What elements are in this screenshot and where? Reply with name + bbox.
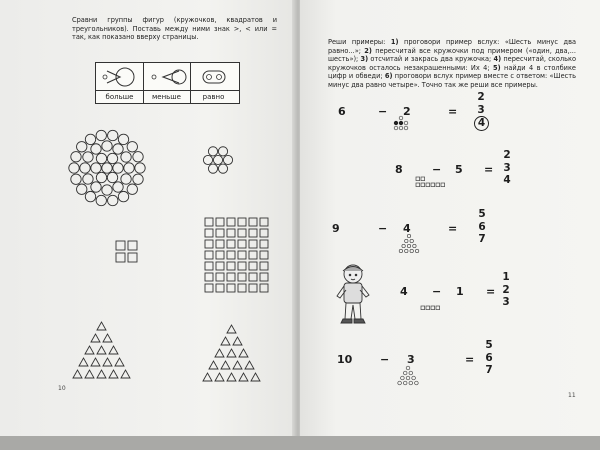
table-edge (0, 436, 600, 450)
square-shape (116, 241, 125, 250)
circle-shape (91, 163, 101, 173)
minus-sign: − (378, 105, 388, 118)
instruction-text: пересчитай все кружочки под примером («один, два,... шесть»); (328, 46, 576, 64)
square-shape (128, 253, 137, 262)
counting-square (431, 306, 435, 310)
square-shape (260, 229, 268, 237)
square-shape (205, 262, 213, 270)
counting-circle (399, 126, 403, 130)
square-shape (249, 218, 257, 226)
square-shape (227, 284, 235, 292)
triangle-shape (221, 337, 230, 345)
triangle-shape (85, 346, 94, 354)
instruction-text: Реши примеры: (328, 38, 391, 46)
square-shape (227, 240, 235, 248)
triangle-shape (91, 334, 100, 342)
circle-shape (107, 172, 117, 182)
counting-circle (415, 249, 418, 252)
circled-answer[interactable]: 4 (474, 116, 489, 131)
square-shape (227, 229, 235, 237)
circle-shape (223, 155, 232, 164)
counting-circle (407, 244, 410, 247)
minus-sign: − (432, 285, 442, 298)
square-shape (238, 262, 246, 270)
circle-shape (113, 163, 123, 173)
circle-shape (133, 152, 143, 162)
example-subtrahend: 4 (403, 222, 411, 235)
square-shape (238, 218, 246, 226)
counting-circle (406, 376, 410, 380)
counting-square (416, 177, 420, 181)
square-shape (205, 284, 213, 292)
triangle-shape (103, 358, 112, 366)
triangle-shape (115, 358, 124, 366)
triangle-shape (215, 349, 224, 357)
answer-option[interactable]: 6 (478, 220, 486, 233)
step-number: 2) (364, 46, 372, 55)
circle-shape (108, 130, 118, 140)
circle-shape (108, 195, 118, 205)
circle-shape (102, 141, 112, 151)
counting-circle (403, 381, 407, 385)
circle-shape (102, 163, 112, 173)
counting-circle (405, 249, 408, 252)
square-shape (205, 251, 213, 259)
square-shape (260, 284, 268, 292)
counting-circle (398, 381, 402, 385)
square-shape (216, 284, 224, 292)
circle-shape (208, 164, 217, 173)
square-shape (249, 251, 257, 259)
answer-option[interactable]: 5 (478, 208, 486, 220)
instruction-text: пересчитай, сколько кружочков осталось незакрашенными: Их 4; (328, 55, 576, 72)
square-shape (227, 262, 235, 270)
square-shape (260, 218, 268, 226)
counting-circle (405, 239, 408, 242)
answer-option[interactable]: 4 (503, 174, 511, 186)
square-shape (260, 273, 268, 281)
circle-shape (113, 144, 123, 154)
circle-shape (127, 184, 137, 194)
square-shape (238, 251, 246, 259)
circle-shape (71, 152, 81, 162)
instruction-text: найди 4 в столбике цифр и обведи; (328, 63, 576, 81)
circle-shape (85, 134, 95, 144)
circle-shape (124, 163, 134, 173)
counting-circle (399, 249, 402, 252)
square-shape (216, 262, 224, 270)
left-instruction: Сравни группы фигур (кружочков, квадратов и треугольников). Поставь между ними знак >, < или = так, как показано вверху страницы. (72, 16, 277, 42)
square-shape (216, 273, 224, 281)
example-minuend: 9 (332, 222, 340, 235)
circle-shape (91, 144, 101, 154)
triangle-shape (121, 370, 130, 378)
square-shape (249, 273, 257, 281)
triangle-shape (97, 322, 106, 330)
example-subtrahend: 1 (456, 285, 464, 298)
circle-shape (77, 142, 87, 152)
square-shape (249, 262, 257, 270)
counting-circle (412, 376, 416, 380)
square-shape (260, 240, 268, 248)
answer-column[interactable] (500, 149, 514, 187)
counting-square (436, 306, 440, 310)
circle-shape (83, 152, 93, 162)
circle-shape (127, 142, 137, 152)
square-shape (128, 241, 137, 250)
triangle-shape (91, 358, 100, 366)
triangle-shape (209, 361, 218, 369)
example-minuend: 4 (400, 285, 408, 298)
square-shape (216, 240, 224, 248)
circle-shape (121, 152, 131, 162)
counting-square (421, 183, 425, 187)
counting-circle (410, 239, 413, 242)
triangle-shape (227, 349, 236, 357)
triangle-shape (97, 370, 106, 378)
counting-square (441, 183, 445, 187)
answer-option[interactable]: 7 (478, 233, 486, 245)
square-shape (238, 284, 246, 292)
right-page-number: 11 (568, 392, 576, 399)
instruction-text: проговори вслух пример вместе с ответом: «Шесть минус два равно четыре». Точно так же реши все примеры. (328, 72, 576, 89)
square-shape (260, 262, 268, 270)
square-shape (238, 229, 246, 237)
minus-sign: − (432, 163, 442, 176)
example-subtrahend: 3 (407, 353, 415, 366)
circle-shape (203, 155, 212, 164)
square-shape (205, 229, 213, 237)
answer-option[interactable]: 3 (477, 103, 485, 116)
triangle-shape (97, 346, 106, 354)
left-page-number: 10 (58, 385, 66, 392)
triangle-shape (85, 370, 94, 378)
triangle-shape (109, 370, 118, 378)
square-shape (260, 251, 268, 259)
square-shape (227, 251, 235, 259)
triangle-shape (221, 361, 230, 369)
triangle-shape (239, 373, 248, 381)
square-shape (216, 218, 224, 226)
counting-circle (413, 244, 416, 247)
example-minuend: 10 (337, 353, 353, 366)
answer-option[interactable]: 2 (503, 149, 511, 161)
counting-circle (404, 126, 408, 130)
answer-option[interactable]: 7 (485, 364, 493, 376)
circle-shape (96, 153, 106, 163)
counting-circle (404, 121, 408, 125)
circle-shape (96, 172, 106, 182)
circle-shape (218, 164, 227, 173)
circle-shape (213, 155, 222, 164)
equals-sign: = (448, 105, 458, 118)
counting-square (421, 177, 425, 181)
counting-circle (399, 121, 403, 125)
legend-label-equal: равно (202, 93, 225, 101)
step-number: 1) (390, 38, 399, 46)
answer-option[interactable]: 3 (503, 161, 511, 174)
counting-circle (406, 366, 410, 370)
square-shape (116, 253, 125, 262)
circle-shape (118, 191, 128, 201)
circle-shape (80, 163, 90, 173)
square-shape (216, 251, 224, 259)
triangle-shape (109, 346, 118, 354)
left-page (0, 0, 297, 438)
step-number: 4) (493, 55, 502, 64)
circle-shape (133, 174, 143, 184)
example-subtrahend: 5 (455, 163, 463, 176)
counting-circle (402, 244, 405, 247)
counting-square (426, 306, 430, 310)
figure-groups (0, 0, 297, 438)
counting-square (426, 183, 430, 187)
square-shape (205, 218, 213, 226)
square-shape (249, 284, 257, 292)
step-number: 5) (493, 63, 501, 72)
minus-sign: − (378, 222, 388, 235)
square-shape (205, 240, 213, 248)
square-shape (205, 273, 213, 281)
answer-column[interactable] (499, 271, 513, 309)
triangle-shape (245, 361, 254, 369)
circle-shape (77, 184, 87, 194)
counting-circle (403, 371, 407, 375)
answer-column[interactable] (474, 91, 488, 131)
triangle-shape (215, 373, 224, 381)
answer-option[interactable]: 5 (485, 339, 493, 351)
circle-shape (96, 130, 106, 140)
answer-option[interactable]: 6 (485, 351, 493, 364)
answer-option[interactable]: 2 (502, 283, 510, 296)
answer-option[interactable]: 3 (502, 296, 510, 308)
counting-square (416, 183, 420, 187)
minus-sign: − (380, 353, 390, 366)
circle-shape (113, 182, 123, 192)
legend-label-less: меньше (151, 93, 181, 101)
triangle-shape (233, 361, 242, 369)
triangle-shape (227, 325, 236, 333)
circle-shape (218, 147, 227, 156)
counting-square (421, 306, 425, 310)
circle-shape (83, 174, 93, 184)
circle-shape (107, 153, 117, 163)
circle-shape (69, 163, 79, 173)
equals-sign: = (465, 353, 475, 366)
triangle-shape (73, 370, 82, 378)
example-subtrahend: 2 (403, 105, 411, 118)
triangle-shape (79, 358, 88, 366)
right-page (300, 0, 600, 438)
counting-circle (394, 126, 398, 130)
equals-sign: = (484, 163, 494, 176)
triangle-shape (239, 349, 248, 357)
example-minuend: 6 (338, 105, 346, 118)
square-shape (238, 240, 246, 248)
circle-shape (118, 134, 128, 144)
circle-shape (121, 174, 131, 184)
instruction-text: проговори пример вслух: «Шесть минус два равно...»; (328, 38, 576, 55)
answer-option[interactable]: 1 (502, 271, 510, 283)
circle-shape (85, 191, 95, 201)
triangle-shape (203, 373, 212, 381)
legend-label-greater: больше (105, 93, 134, 101)
counting-circle (409, 381, 413, 385)
counting-dots (300, 0, 600, 438)
counting-circle (415, 381, 419, 385)
answer-column[interactable] (482, 339, 496, 377)
equals-sign: = (448, 222, 458, 235)
circle-shape (91, 182, 101, 192)
square-shape (249, 240, 257, 248)
boy-illustration-icon (332, 262, 378, 332)
circle-shape (102, 185, 112, 195)
answer-option[interactable]: 2 (477, 91, 485, 103)
answer-column[interactable] (475, 208, 489, 246)
instruction-text: отсчитай и закрась два кружочка; (368, 55, 494, 64)
circle-shape (96, 195, 106, 205)
circle-shape (71, 174, 81, 184)
square-shape (238, 273, 246, 281)
triangle-shape (227, 373, 236, 381)
counting-square (436, 183, 440, 187)
counting-square (431, 183, 435, 187)
example-minuend: 8 (395, 163, 403, 176)
circle-shape (135, 163, 145, 173)
counting-circle (401, 376, 405, 380)
triangle-shape (103, 334, 112, 342)
counting-circle (410, 249, 413, 252)
square-shape (216, 229, 224, 237)
triangle-shape (251, 373, 260, 381)
answer-option[interactable] (474, 116, 488, 131)
step-number: 3) (360, 55, 369, 64)
square-shape (249, 229, 257, 237)
triangle-shape (233, 337, 242, 345)
square-shape (227, 218, 235, 226)
counting-circle (409, 371, 413, 375)
equals-sign: = (486, 285, 496, 298)
counting-circle (394, 121, 398, 125)
square-shape (227, 273, 235, 281)
step-number: 6) (384, 72, 393, 81)
circle-shape (208, 147, 217, 156)
